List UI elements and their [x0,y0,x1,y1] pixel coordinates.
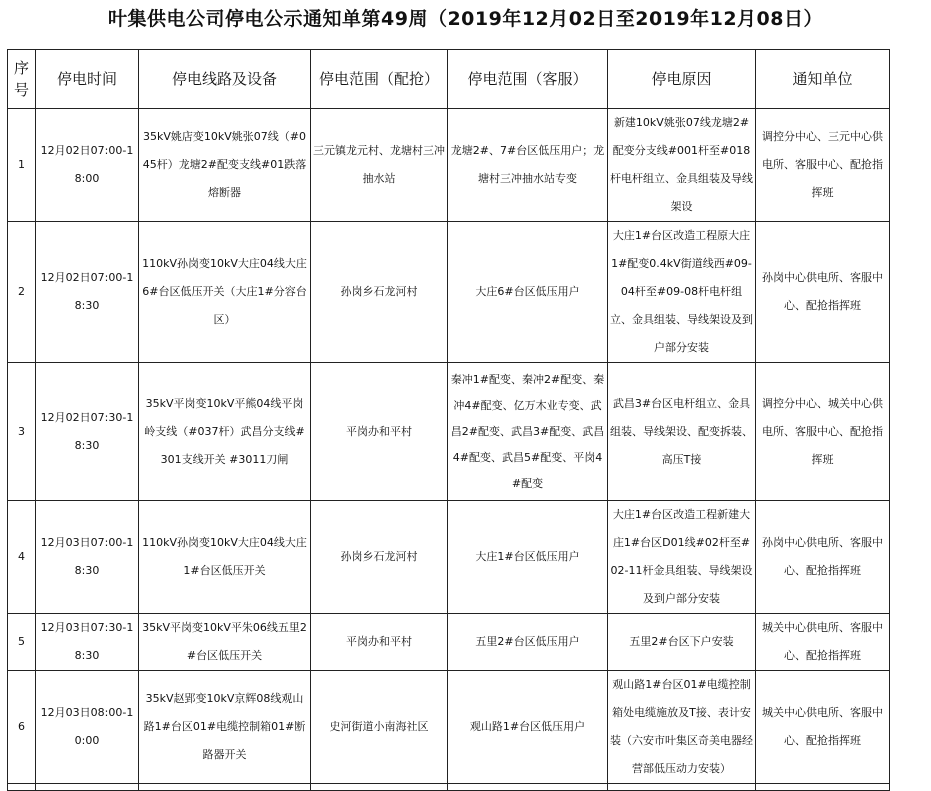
cell-reason: 新建10kV姚张07线龙塘2#配变分支线#001杆至#018杆电杆组立、金具组装及导线架设 [608,109,756,222]
cell-no: 6 [8,671,36,784]
cell-empty [36,784,139,791]
cell-scope-service: 龙塘2#、7#台区低压用户；龙塘村三冲抽水站专变 [448,109,608,222]
header-time: 停电时间 [36,50,139,109]
cell-unit: 城关中心供电所、客服中心、配抢指挥班 [756,671,890,784]
cell-reason: 大庄1#台区改造工程原大庄1#配变0.4kV街道线西#09-04杆至#09-08杆电杆组立、金具组装、导线架设及到户部分安装 [608,222,756,363]
header-unit: 通知单位 [756,50,890,109]
cell-scope-repair: 平岗办和平村 [311,363,448,501]
cell-scope-repair: 三元镇龙元村、龙塘村三冲抽水站 [311,109,448,222]
cell-time: 12月03日07:00-18:30 [36,501,139,614]
table-row [8,222,890,363]
outage-notice-table [7,49,890,791]
table-row [8,363,890,501]
cell-empty [448,784,608,791]
cell-reason: 大庄1#台区改造工程新建大庄1#台区D01线#02杆至#02-11杆金具组装、导线架设及到户部分安装 [608,501,756,614]
cell-no: 5 [8,614,36,671]
cell-unit: 孙岗中心供电所、客服中心、配抢指挥班 [756,222,890,363]
table-header-row [8,50,890,109]
cell-reason: 五里2#台区下户安装 [608,614,756,671]
table-row [8,501,890,614]
cell-scope-service: 大庄6#台区低压用户 [448,222,608,363]
header-scope-service: 停电范围（客服） [448,50,608,109]
table-row [8,614,890,671]
cell-scope-repair: 孙岗乡石龙河村 [311,222,448,363]
cell-unit: 城关中心供电所、客服中心、配抢指挥班 [756,614,890,671]
table-row [8,109,890,222]
cell-no: 2 [8,222,36,363]
cell-unit: 调控分中心、三元中心供电所、客服中心、配抢指挥班 [756,109,890,222]
cell-scope-service: 五里2#台区低压用户 [448,614,608,671]
header-reason: 停电原因 [608,50,756,109]
cell-time: 12月02日07:00-18:30 [36,222,139,363]
cell-line: 110kV孙岗变10kV大庄04线大庄6#台区低压开关（大庄1#分容台区） [139,222,311,363]
cell-line: 35kV姚店变10kV姚张07线（#045杆）龙塘2#配变支线#01跌落熔断器 [139,109,311,222]
header-scope-repair: 停电范围（配抢） [311,50,448,109]
cell-reason: 观山路1#台区01#电缆控制箱处电缆施放及T接、表计安装（六安市叶集区奇美电器经营部低压动力安装） [608,671,756,784]
cell-line: 35kV平岗变10kV平朱06线五里2#台区低压开关 [139,614,311,671]
table-row [8,671,890,784]
cell-unit: 孙岗中心供电所、客服中心、配抢指挥班 [756,501,890,614]
cell-empty [311,784,448,791]
cell-time: 12月03日08:00-10:00 [36,671,139,784]
cell-empty [139,784,311,791]
cell-scope-repair: 孙岗乡石龙河村 [311,501,448,614]
cell-scope-repair: 平岗办和平村 [311,614,448,671]
cell-line: 35kV赵郢变10kV京辉08线观山路1#台区01#电缆控制箱01#断路器开关 [139,671,311,784]
cell-scope-service: 观山路1#台区低压用户 [448,671,608,784]
cell-scope-repair: 史河街道小南海社区 [311,671,448,784]
cell-line: 35kV平岗变10kV平熊04线平岗岭支线（#037杆）武昌分支线#301支线开关 #3011刀闸 [139,363,311,501]
cell-scope-service: 大庄1#台区低压用户 [448,501,608,614]
cell-line: 110kV孙岗变10kV大庄04线大庄1#台区低压开关 [139,501,311,614]
table-row-partial [8,784,890,791]
cell-no: 3 [8,363,36,501]
page-title: 叶集供电公司停电公示通知单第49周（2019年12月02日至2019年12月08日） [108,8,823,30]
header-no: 序号 [8,50,36,109]
cell-time: 12月03日07:30-18:30 [36,614,139,671]
cell-no: 4 [8,501,36,614]
cell-empty [756,784,890,791]
cell-empty [8,784,36,791]
cell-unit: 调控分中心、城关中心供电所、客服中心、配抢指挥班 [756,363,890,501]
cell-time: 12月02日07:00-18:00 [36,109,139,222]
cell-scope-service: 秦冲1#配变、秦冲2#配变、秦冲4#配变、亿万木业专变、武昌2#配变、武昌3#配变、武昌4#配变、武昌5#配变、平岗4#配变 [448,363,608,501]
cell-time: 12月02日07:30-18:30 [36,363,139,501]
header-line: 停电线路及设备 [139,50,311,109]
cell-empty [608,784,756,791]
cell-reason: 武昌3#台区电杆组立、金具组装、导线架设、配变拆装、高压T接 [608,363,756,501]
cell-no: 1 [8,109,36,222]
